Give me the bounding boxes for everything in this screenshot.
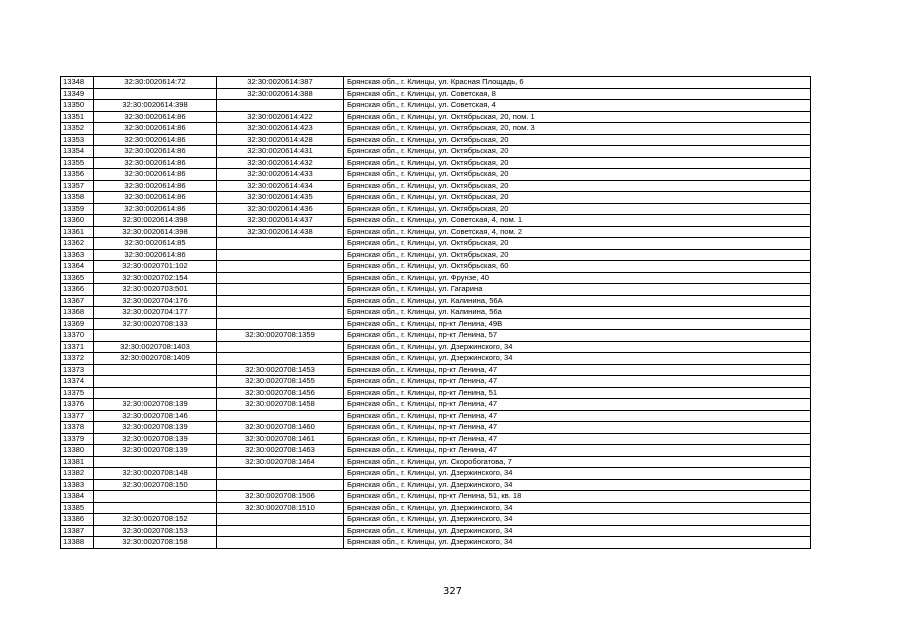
table-row	[61, 146, 811, 158]
row-number-cell: 13381	[61, 456, 94, 468]
parcel-number-cell	[94, 456, 217, 468]
row-number-cell: 13352	[61, 123, 94, 135]
address-cell: Брянская обл., г. Клинцы, ул. Октябрьская, 20	[344, 249, 811, 261]
table-row	[61, 238, 811, 250]
registry-table-body	[61, 77, 811, 549]
row-number-cell: 13368	[61, 307, 94, 319]
table-row	[61, 537, 811, 549]
building-number-cell	[217, 295, 344, 307]
address-cell: Брянская обл., г. Клинцы, ул. Октябрьская, 20	[344, 157, 811, 169]
building-number-cell	[217, 100, 344, 112]
address-cell: Брянская обл., г. Клинцы, ул. Дзержинского, 34	[344, 479, 811, 491]
address-cell: Брянская обл., г. Клинцы, ул. Октябрьская, 20	[344, 134, 811, 146]
address-cell: Брянская обл., г. Клинцы, ул. Советская, 4	[344, 100, 811, 112]
table-row	[61, 399, 811, 411]
parcel-number-cell: 32:30:0020708:133	[94, 318, 217, 330]
table-row	[61, 364, 811, 376]
building-number-cell: 32:30:0020614:433	[217, 169, 344, 181]
row-number-cell: 13367	[61, 295, 94, 307]
row-number-cell: 13366	[61, 284, 94, 296]
parcel-number-cell	[94, 88, 217, 100]
building-number-cell: 32:30:0020708:1460	[217, 422, 344, 434]
row-number-cell: 13372	[61, 353, 94, 365]
address-cell: Брянская обл., г. Клинцы, ул. Калинина, 56А	[344, 295, 811, 307]
table-row	[61, 192, 811, 204]
page-number: 327	[442, 586, 463, 597]
table-row	[61, 295, 811, 307]
table-row	[61, 525, 811, 537]
address-cell: Брянская обл., г. Клинцы, пр-кт Ленина, 51	[344, 387, 811, 399]
row-number-cell: 13360	[61, 215, 94, 227]
table-row	[61, 261, 811, 273]
row-number-cell: 13373	[61, 364, 94, 376]
building-number-cell: 32:30:0020614:432	[217, 157, 344, 169]
parcel-number-cell	[94, 364, 217, 376]
row-number-cell: 13348	[61, 77, 94, 89]
parcel-number-cell	[94, 376, 217, 388]
table-row	[61, 514, 811, 526]
parcel-number-cell: 32:30:0020614:86	[94, 123, 217, 135]
table-row	[61, 226, 811, 238]
address-cell: Брянская обл., г. Клинцы, ул. Дзержинского, 34	[344, 468, 811, 480]
row-number-cell: 13369	[61, 318, 94, 330]
building-number-cell	[217, 514, 344, 526]
row-number-cell: 13359	[61, 203, 94, 215]
address-cell: Брянская обл., г. Клинцы, ул. Дзержинского, 34	[344, 353, 811, 365]
address-cell: Брянская обл., г. Клинцы, пр-кт Ленина, 47	[344, 410, 811, 422]
row-number-cell: 13353	[61, 134, 94, 146]
building-number-cell: 32:30:0020708:1463	[217, 445, 344, 457]
building-number-cell	[217, 249, 344, 261]
row-number-cell: 13354	[61, 146, 94, 158]
table-row	[61, 318, 811, 330]
row-number-cell: 13356	[61, 169, 94, 181]
row-number-cell: 13349	[61, 88, 94, 100]
address-cell: Брянская обл., г. Клинцы, ул. Октябрьская, 20	[344, 146, 811, 158]
building-number-cell	[217, 479, 344, 491]
parcel-number-cell: 32:30:0020708:150	[94, 479, 217, 491]
table-row	[61, 353, 811, 365]
table-row	[61, 330, 811, 342]
row-number-cell: 13350	[61, 100, 94, 112]
parcel-number-cell: 32:30:0020614:86	[94, 180, 217, 192]
parcel-number-cell: 32:30:0020704:176	[94, 295, 217, 307]
building-number-cell: 32:30:0020614:387	[217, 77, 344, 89]
address-cell: Брянская обл., г. Клинцы, ул. Дзержинского, 34	[344, 537, 811, 549]
parcel-number-cell: 32:30:0020701:102	[94, 261, 217, 273]
parcel-number-cell	[94, 330, 217, 342]
address-cell: Брянская обл., г. Клинцы, пр-кт Ленина, 47	[344, 364, 811, 376]
row-number-cell: 13376	[61, 399, 94, 411]
address-cell: Брянская обл., г. Клинцы, ул. Октябрьская, 60	[344, 261, 811, 273]
address-cell: Брянская обл., г. Клинцы, пр-кт Ленина, 47	[344, 445, 811, 457]
parcel-number-cell: 32:30:0020614:86	[94, 169, 217, 181]
address-cell: Брянская обл., г. Клинцы, ул. Дзержинского, 34	[344, 341, 811, 353]
table-row	[61, 445, 811, 457]
row-number-cell: 13371	[61, 341, 94, 353]
building-number-cell: 32:30:0020614:431	[217, 146, 344, 158]
table-row	[61, 203, 811, 215]
parcel-number-cell: 32:30:0020708:148	[94, 468, 217, 480]
table-row	[61, 77, 811, 89]
row-number-cell: 13357	[61, 180, 94, 192]
address-cell: Брянская обл., г. Клинцы, пр-кт Ленина, 57	[344, 330, 811, 342]
row-number-cell: 13362	[61, 238, 94, 250]
table-row	[61, 88, 811, 100]
building-number-cell: 32:30:0020708:1464	[217, 456, 344, 468]
building-number-cell: 32:30:0020708:1455	[217, 376, 344, 388]
row-number-cell: 13361	[61, 226, 94, 238]
address-cell: Брянская обл., г. Клинцы, пр-кт Ленина, 49В	[344, 318, 811, 330]
parcel-number-cell: 32:30:0020708:1409	[94, 353, 217, 365]
address-cell: Брянская обл., г. Клинцы, ул. Дзержинского, 34	[344, 502, 811, 514]
table-row	[61, 249, 811, 261]
table-row	[61, 479, 811, 491]
table-row	[61, 215, 811, 227]
row-number-cell: 13386	[61, 514, 94, 526]
table-row	[61, 111, 811, 123]
parcel-number-cell: 32:30:0020614:398	[94, 215, 217, 227]
building-number-cell: 32:30:0020614:434	[217, 180, 344, 192]
row-number-cell: 13370	[61, 330, 94, 342]
building-number-cell: 32:30:0020708:1510	[217, 502, 344, 514]
address-cell: Брянская обл., г. Клинцы, ул. Октябрьская, 20	[344, 192, 811, 204]
parcel-number-cell: 32:30:0020614:398	[94, 226, 217, 238]
building-number-cell: 32:30:0020614:423	[217, 123, 344, 135]
row-number-cell: 13374	[61, 376, 94, 388]
building-number-cell: 32:30:0020708:1359	[217, 330, 344, 342]
address-cell: Брянская обл., г. Клинцы, ул. Октябрьская, 20	[344, 169, 811, 181]
table-row	[61, 468, 811, 480]
parcel-number-cell: 32:30:0020708:139	[94, 422, 217, 434]
table-row	[61, 502, 811, 514]
row-number-cell: 13388	[61, 537, 94, 549]
table-row	[61, 410, 811, 422]
parcel-number-cell: 32:30:0020708:152	[94, 514, 217, 526]
address-cell: Брянская обл., г. Клинцы, ул. Гагарина	[344, 284, 811, 296]
parcel-number-cell: 32:30:0020614:86	[94, 146, 217, 158]
table-row	[61, 134, 811, 146]
parcel-number-cell	[94, 387, 217, 399]
address-cell: Брянская обл., г. Клинцы, ул. Октябрьская, 20	[344, 238, 811, 250]
address-cell: Брянская обл., г. Клинцы, ул. Советская, 8	[344, 88, 811, 100]
building-number-cell: 32:30:0020614:435	[217, 192, 344, 204]
address-cell: Брянская обл., г. Клинцы, пр-кт Ленина, 51, кв. 18	[344, 491, 811, 503]
address-cell: Брянская обл., г. Клинцы, пр-кт Ленина, 47	[344, 399, 811, 411]
table-row	[61, 272, 811, 284]
address-cell: Брянская обл., г. Клинцы, ул. Дзержинского, 34	[344, 525, 811, 537]
row-number-cell: 13351	[61, 111, 94, 123]
address-cell: Брянская обл., г. Клинцы, пр-кт Ленина, 47	[344, 433, 811, 445]
address-cell: Брянская обл., г. Клинцы, ул. Октябрьская, 20	[344, 180, 811, 192]
building-number-cell: 32:30:0020614:428	[217, 134, 344, 146]
row-number-cell: 13363	[61, 249, 94, 261]
table-row	[61, 169, 811, 181]
address-cell: Брянская обл., г. Клинцы, ул. Фрунзе, 40	[344, 272, 811, 284]
row-number-cell: 13378	[61, 422, 94, 434]
address-cell: Брянская обл., г. Клинцы, ул. Скоробогатова, 7	[344, 456, 811, 468]
row-number-cell: 13377	[61, 410, 94, 422]
table-row	[61, 341, 811, 353]
row-number-cell: 13355	[61, 157, 94, 169]
address-cell: Брянская обл., г. Клинцы, ул. Советская, 4, пом. 2	[344, 226, 811, 238]
row-number-cell: 13379	[61, 433, 94, 445]
building-number-cell: 32:30:0020614:422	[217, 111, 344, 123]
building-number-cell	[217, 261, 344, 273]
building-number-cell	[217, 272, 344, 284]
building-number-cell: 32:30:0020614:437	[217, 215, 344, 227]
parcel-number-cell	[94, 502, 217, 514]
row-number-cell: 13383	[61, 479, 94, 491]
building-number-cell: 32:30:0020708:1506	[217, 491, 344, 503]
parcel-number-cell: 32:30:0020704:177	[94, 307, 217, 319]
row-number-cell: 13380	[61, 445, 94, 457]
address-cell: Брянская обл., г. Клинцы, ул. Советская, 4, пом. 1	[344, 215, 811, 227]
address-cell: Брянская обл., г. Клинцы, ул. Калинина, 56а	[344, 307, 811, 319]
building-number-cell: 32:30:0020708:1461	[217, 433, 344, 445]
parcel-number-cell: 32:30:0020614:86	[94, 111, 217, 123]
address-cell: Брянская обл., г. Клинцы, ул. Красная Площадь, 6	[344, 77, 811, 89]
table-row	[61, 433, 811, 445]
parcel-number-cell: 32:30:0020708:139	[94, 445, 217, 457]
table-row	[61, 422, 811, 434]
parcel-number-cell: 32:30:0020708:158	[94, 537, 217, 549]
parcel-number-cell: 32:30:0020708:146	[94, 410, 217, 422]
table-row	[61, 307, 811, 319]
building-number-cell	[217, 238, 344, 250]
table-row	[61, 456, 811, 468]
table-row	[61, 387, 811, 399]
parcel-number-cell: 32:30:0020703:501	[94, 284, 217, 296]
parcel-number-cell: 32:30:0020614:398	[94, 100, 217, 112]
registry-table	[60, 76, 811, 549]
building-number-cell: 32:30:0020614:436	[217, 203, 344, 215]
building-number-cell: 32:30:0020708:1453	[217, 364, 344, 376]
parcel-number-cell: 32:30:0020614:86	[94, 192, 217, 204]
building-number-cell	[217, 468, 344, 480]
building-number-cell: 32:30:0020614:388	[217, 88, 344, 100]
parcel-number-cell: 32:30:0020708:139	[94, 399, 217, 411]
building-number-cell: 32:30:0020708:1458	[217, 399, 344, 411]
row-number-cell: 13358	[61, 192, 94, 204]
table-row	[61, 376, 811, 388]
row-number-cell: 13365	[61, 272, 94, 284]
row-number-cell: 13387	[61, 525, 94, 537]
parcel-number-cell	[94, 491, 217, 503]
parcel-number-cell: 32:30:0020708:153	[94, 525, 217, 537]
row-number-cell: 13384	[61, 491, 94, 503]
table-row	[61, 100, 811, 112]
table-row	[61, 284, 811, 296]
address-cell: Брянская обл., г. Клинцы, ул. Октябрьская, 20, пом. 3	[344, 123, 811, 135]
row-number-cell: 13364	[61, 261, 94, 273]
building-number-cell	[217, 410, 344, 422]
address-cell: Брянская обл., г. Клинцы, ул. Октябрьская, 20	[344, 203, 811, 215]
parcel-number-cell: 32:30:0020708:139	[94, 433, 217, 445]
parcel-number-cell: 32:30:0020708:1403	[94, 341, 217, 353]
building-number-cell	[217, 537, 344, 549]
building-number-cell	[217, 341, 344, 353]
parcel-number-cell: 32:30:0020614:85	[94, 238, 217, 250]
building-number-cell	[217, 353, 344, 365]
table-row	[61, 180, 811, 192]
building-number-cell: 32:30:0020708:1456	[217, 387, 344, 399]
parcel-number-cell: 32:30:0020614:72	[94, 77, 217, 89]
address-cell: Брянская обл., г. Клинцы, ул. Октябрьская, 20, пом. 1	[344, 111, 811, 123]
building-number-cell	[217, 307, 344, 319]
parcel-number-cell: 32:30:0020614:86	[94, 203, 217, 215]
address-cell: Брянская обл., г. Клинцы, ул. Дзержинского, 34	[344, 514, 811, 526]
row-number-cell: 13375	[61, 387, 94, 399]
parcel-number-cell: 32:30:0020614:86	[94, 134, 217, 146]
building-number-cell	[217, 284, 344, 296]
table-row	[61, 157, 811, 169]
table-row	[61, 491, 811, 503]
address-cell: Брянская обл., г. Клинцы, пр-кт Ленина, 47	[344, 422, 811, 434]
table-row	[61, 123, 811, 135]
address-cell: Брянская обл., г. Клинцы, пр-кт Ленина, 47	[344, 376, 811, 388]
parcel-number-cell: 32:30:0020614:86	[94, 249, 217, 261]
building-number-cell	[217, 318, 344, 330]
building-number-cell: 32:30:0020614:438	[217, 226, 344, 238]
row-number-cell: 13385	[61, 502, 94, 514]
building-number-cell	[217, 525, 344, 537]
row-number-cell: 13382	[61, 468, 94, 480]
parcel-number-cell: 32:30:0020702:154	[94, 272, 217, 284]
parcel-number-cell: 32:30:0020614:86	[94, 157, 217, 169]
